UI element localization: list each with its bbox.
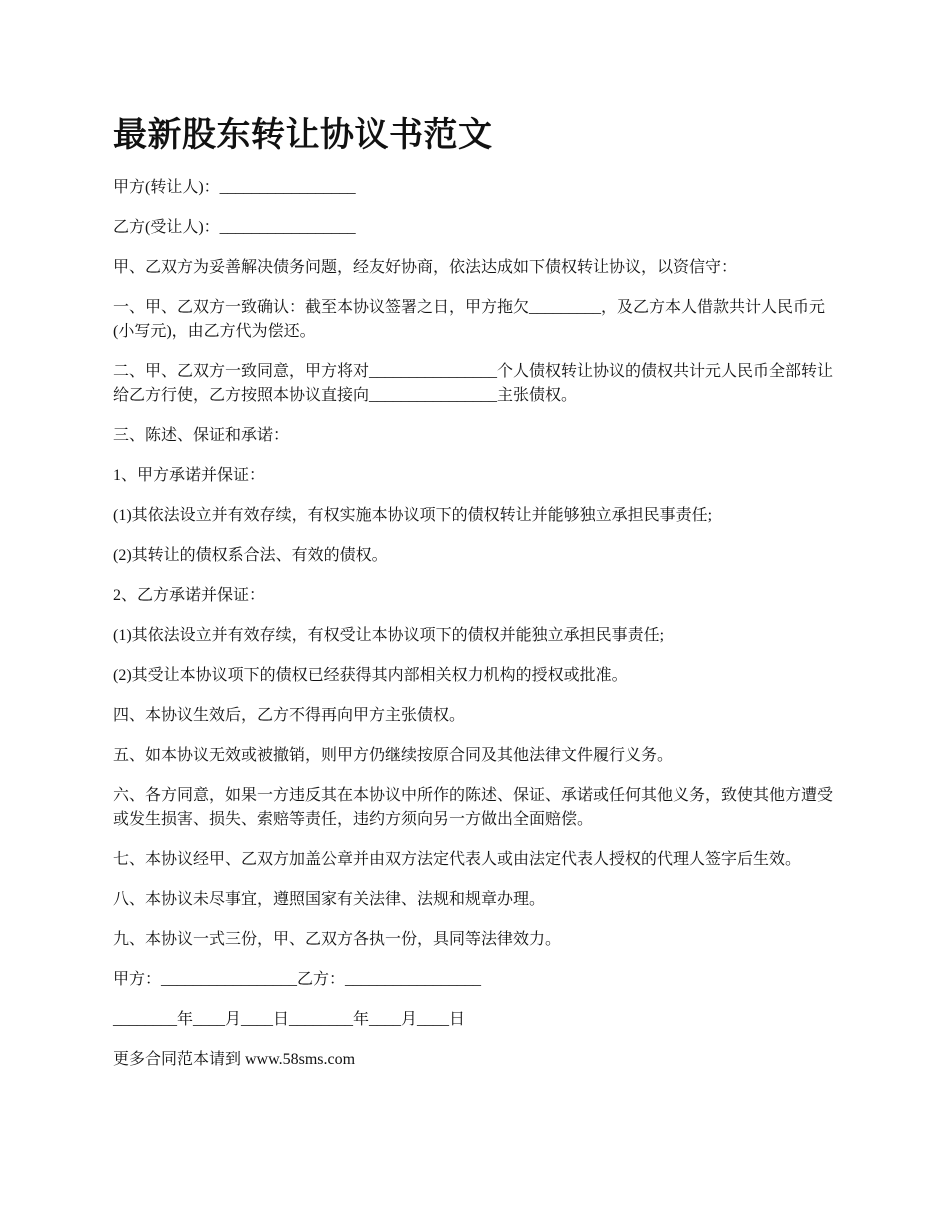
clause-7: 七、本协议经甲、乙双方加盖公章并由双方法定代表人或由法定代表人授权的代理人签字后生效。 <box>113 851 802 868</box>
date-line: ________年____月____日________年____月____日 <box>113 1011 466 1028</box>
clause-9: 九、本协议一式三份，甲、乙双方各执一份，具同等法律效力。 <box>113 931 562 948</box>
clause-6: 六、各方同意，如果一方违反其在本协议中所作的陈述、保证、承诺或任何其他义务，致使其他方遭受或发生损害、损失、索赔等责任，违约方须向另一方做出全面赔偿。 <box>113 787 834 828</box>
footer-link-text: 更多合同范本请到 www.58sms.com <box>113 1051 356 1068</box>
party-a-line: 甲方(转让人)：_________________ <box>113 179 356 196</box>
document-title: 最新股东转让协议书范文 <box>113 117 493 154</box>
document-body <box>113 176 843 1088</box>
clause-5: 五、如本协议无效或被撤销，则甲方仍继续按原合同及其他法律文件履行义务。 <box>113 747 674 764</box>
clause-3-2-item-2: (2)其受让本协议项下的债权已经获得其内部相关权力机构的授权或批准。 <box>113 667 628 684</box>
party-b-line: 乙方(受让人)：_________________ <box>113 219 356 236</box>
clause-8: 八、本协议未尽事宜，遵照国家有关法律、法规和规章办理。 <box>113 891 546 908</box>
clause-3-1-heading: 1、甲方承诺并保证： <box>113 467 266 484</box>
clause-3-2-heading: 2、乙方承诺并保证： <box>113 587 266 604</box>
clause-3-1-item-1: (1)其依法设立并有效存续，有权实施本协议项下的债权转让并能够独立承担民事责任; <box>113 507 713 524</box>
clause-3-heading: 三、陈述、保证和承诺： <box>113 427 290 444</box>
signature-line: 甲方：_________________乙方：_________________ <box>113 971 482 988</box>
preamble: 甲、乙双方为妥善解决债务问题，经友好协商，依法达成如下债权转让协议，以资信守： <box>113 259 738 276</box>
clause-1: 一、甲、乙双方一致确认：截至本协议签署之日，甲方拖欠_________，及乙方本人借款共计人民币元(小写元)，由乙方代为偿还。 <box>113 299 826 340</box>
clause-3-1-item-2: (2)其转让的债权系合法、有效的债权。 <box>113 547 388 564</box>
clause-2: 二、甲、乙双方一致同意，甲方将对________________个人债权转让协议的债权共计元人民币全部转让给乙方行使，乙方按照本协议直接向________________主张债权。 <box>113 363 834 404</box>
clause-4: 四、本协议生效后，乙方不得再向甲方主张债权。 <box>113 707 466 724</box>
clause-3-2-item-1: (1)其依法设立并有效存续，有权受让本协议项下的债权并能独立承担民事责任; <box>113 627 665 644</box>
